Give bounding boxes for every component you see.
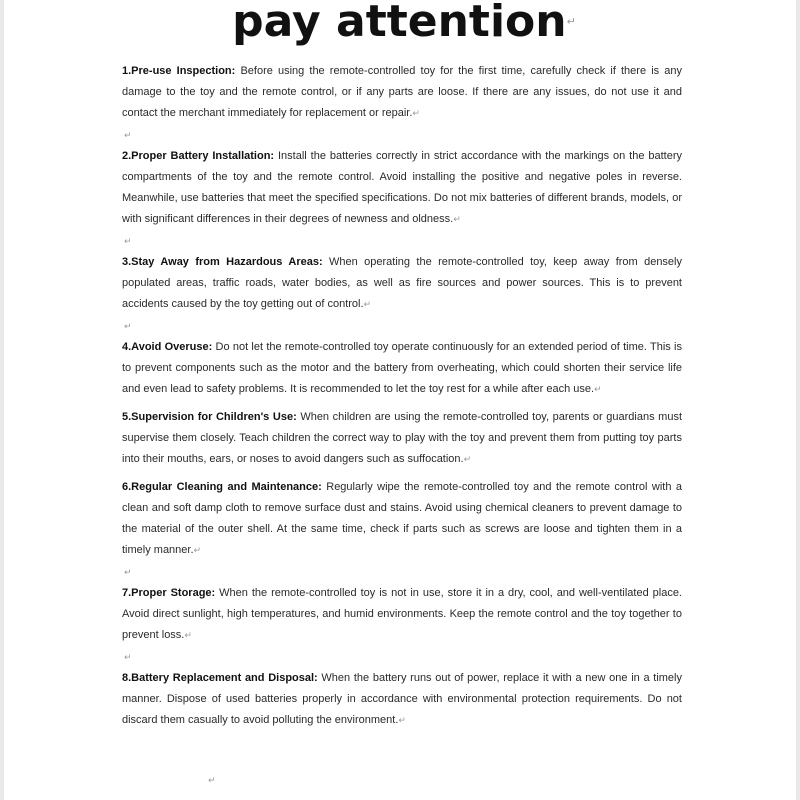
section-heading: 6.Regular Cleaning and Maintenance:: [122, 481, 322, 493]
section-4: [122, 337, 682, 401]
section-heading: 7.Proper Storage:: [122, 587, 216, 599]
empty-line: [122, 562, 682, 583]
section-3: [122, 252, 682, 316]
section-heading: 3.Stay Away from Hazardous Areas:: [122, 256, 323, 268]
empty-line: [122, 647, 682, 668]
section-heading: 4.Avoid Overuse:: [122, 341, 213, 353]
section-5: [122, 407, 682, 471]
title-text: pay attention: [232, 0, 567, 47]
section-heading: 5.Supervision for Children's Use:: [122, 411, 297, 423]
section-7: [122, 583, 682, 647]
section-text: Install the batteries correctly in strict accordance with the markings on the battery compartments of the toy and the remote control. Avoid installing the positive and negative poles in reverse. Meanwhile, use batteries that meet the specified specifications. Do not mix batteries of different brands, models, or with significant differences in their degrees of newness and oldness.: [122, 150, 683, 225]
empty-line: [122, 231, 682, 252]
return-mark: ↵: [184, 631, 192, 641]
return-mark: ↵: [208, 776, 216, 786]
return-mark: ↵: [363, 300, 372, 310]
return-mark: ↵: [124, 131, 132, 141]
section-heading: 1.Pre-use Inspection:: [122, 65, 236, 77]
return-mark: ↵: [412, 109, 420, 119]
section-text: When the battery runs out of power, replace it with a new one in a timely manner. Dispose of used batteries properly in accordance with environmental protection requirements. Do not discard them casually to avoid polluting the environment.: [122, 672, 682, 726]
return-mark: ↵: [124, 322, 132, 332]
return-mark: ↵: [124, 568, 132, 578]
section-8: [122, 668, 682, 732]
section-text: When operating the remote-controlled toy, keep away from densely populated areas, traffic roads, water bodies, as well as fire sources and power sources. This is to prevent accidents caused by the toy getting out of control.: [122, 256, 682, 310]
return-mark: ↵: [193, 546, 202, 556]
return-mark: ↵: [463, 455, 472, 465]
document-body: [122, 61, 682, 732]
return-mark: ↵: [124, 237, 132, 247]
document-page: [4, 0, 796, 800]
section-heading: 2.Proper Battery Installation:: [122, 150, 275, 162]
section-2: [122, 146, 682, 231]
section-1: [122, 61, 682, 125]
return-mark: ↵: [453, 215, 461, 225]
section-heading: 8.Battery Replacement and Disposal:: [122, 672, 318, 684]
section-text: When the remote-controlled toy is not in use, store it in a dry, cool, and well-ventilated place. Avoid direct sunlight, high temperatures, and humid environments. Keep the remote control and the toy together to prevent loss.: [122, 587, 682, 641]
section-6: [122, 477, 682, 562]
section-text: Do not let the remote-controlled toy operate continuously for an extended period of time. This is to prevent components such as the motor and the battery from overheating, which could shorten their service life and even lead to safety problems. It is recommended to let the toy rest for a while after each use.: [122, 341, 682, 395]
return-mark: ↵: [124, 653, 132, 663]
section-text: Before using the remote-controlled toy for the first time, carefully check if there is any damage to the toy and the remote control, or if any parts are loose. If there are any issues, do not use it and contact the merchant immediately for replacement or repair.: [122, 65, 682, 119]
section-text: Regularly wipe the remote-controlled toy and the remote control with a clean and soft damp cloth to remove surface dust and stains. Avoid using chemical cleaners to prevent damage to the material of the outer shell. At the same time, check if parts such as screws are loose and tighten them in a timely manner.: [122, 481, 683, 556]
return-mark: ↵: [398, 716, 406, 726]
page-title: [4, 0, 796, 47]
empty-line: [122, 316, 682, 337]
return-mark: ↵: [594, 385, 602, 395]
empty-line: [122, 125, 682, 146]
section-text: When children are using the remote-controlled toy, parents or guardians must supervise them closely. Teach children the correct way to play with the toy and prevent them from putting toy parts into their mouths, ears, or noses to avoid dangers such as suffocation.: [122, 411, 682, 465]
return-mark: ↵: [566, 15, 576, 28]
